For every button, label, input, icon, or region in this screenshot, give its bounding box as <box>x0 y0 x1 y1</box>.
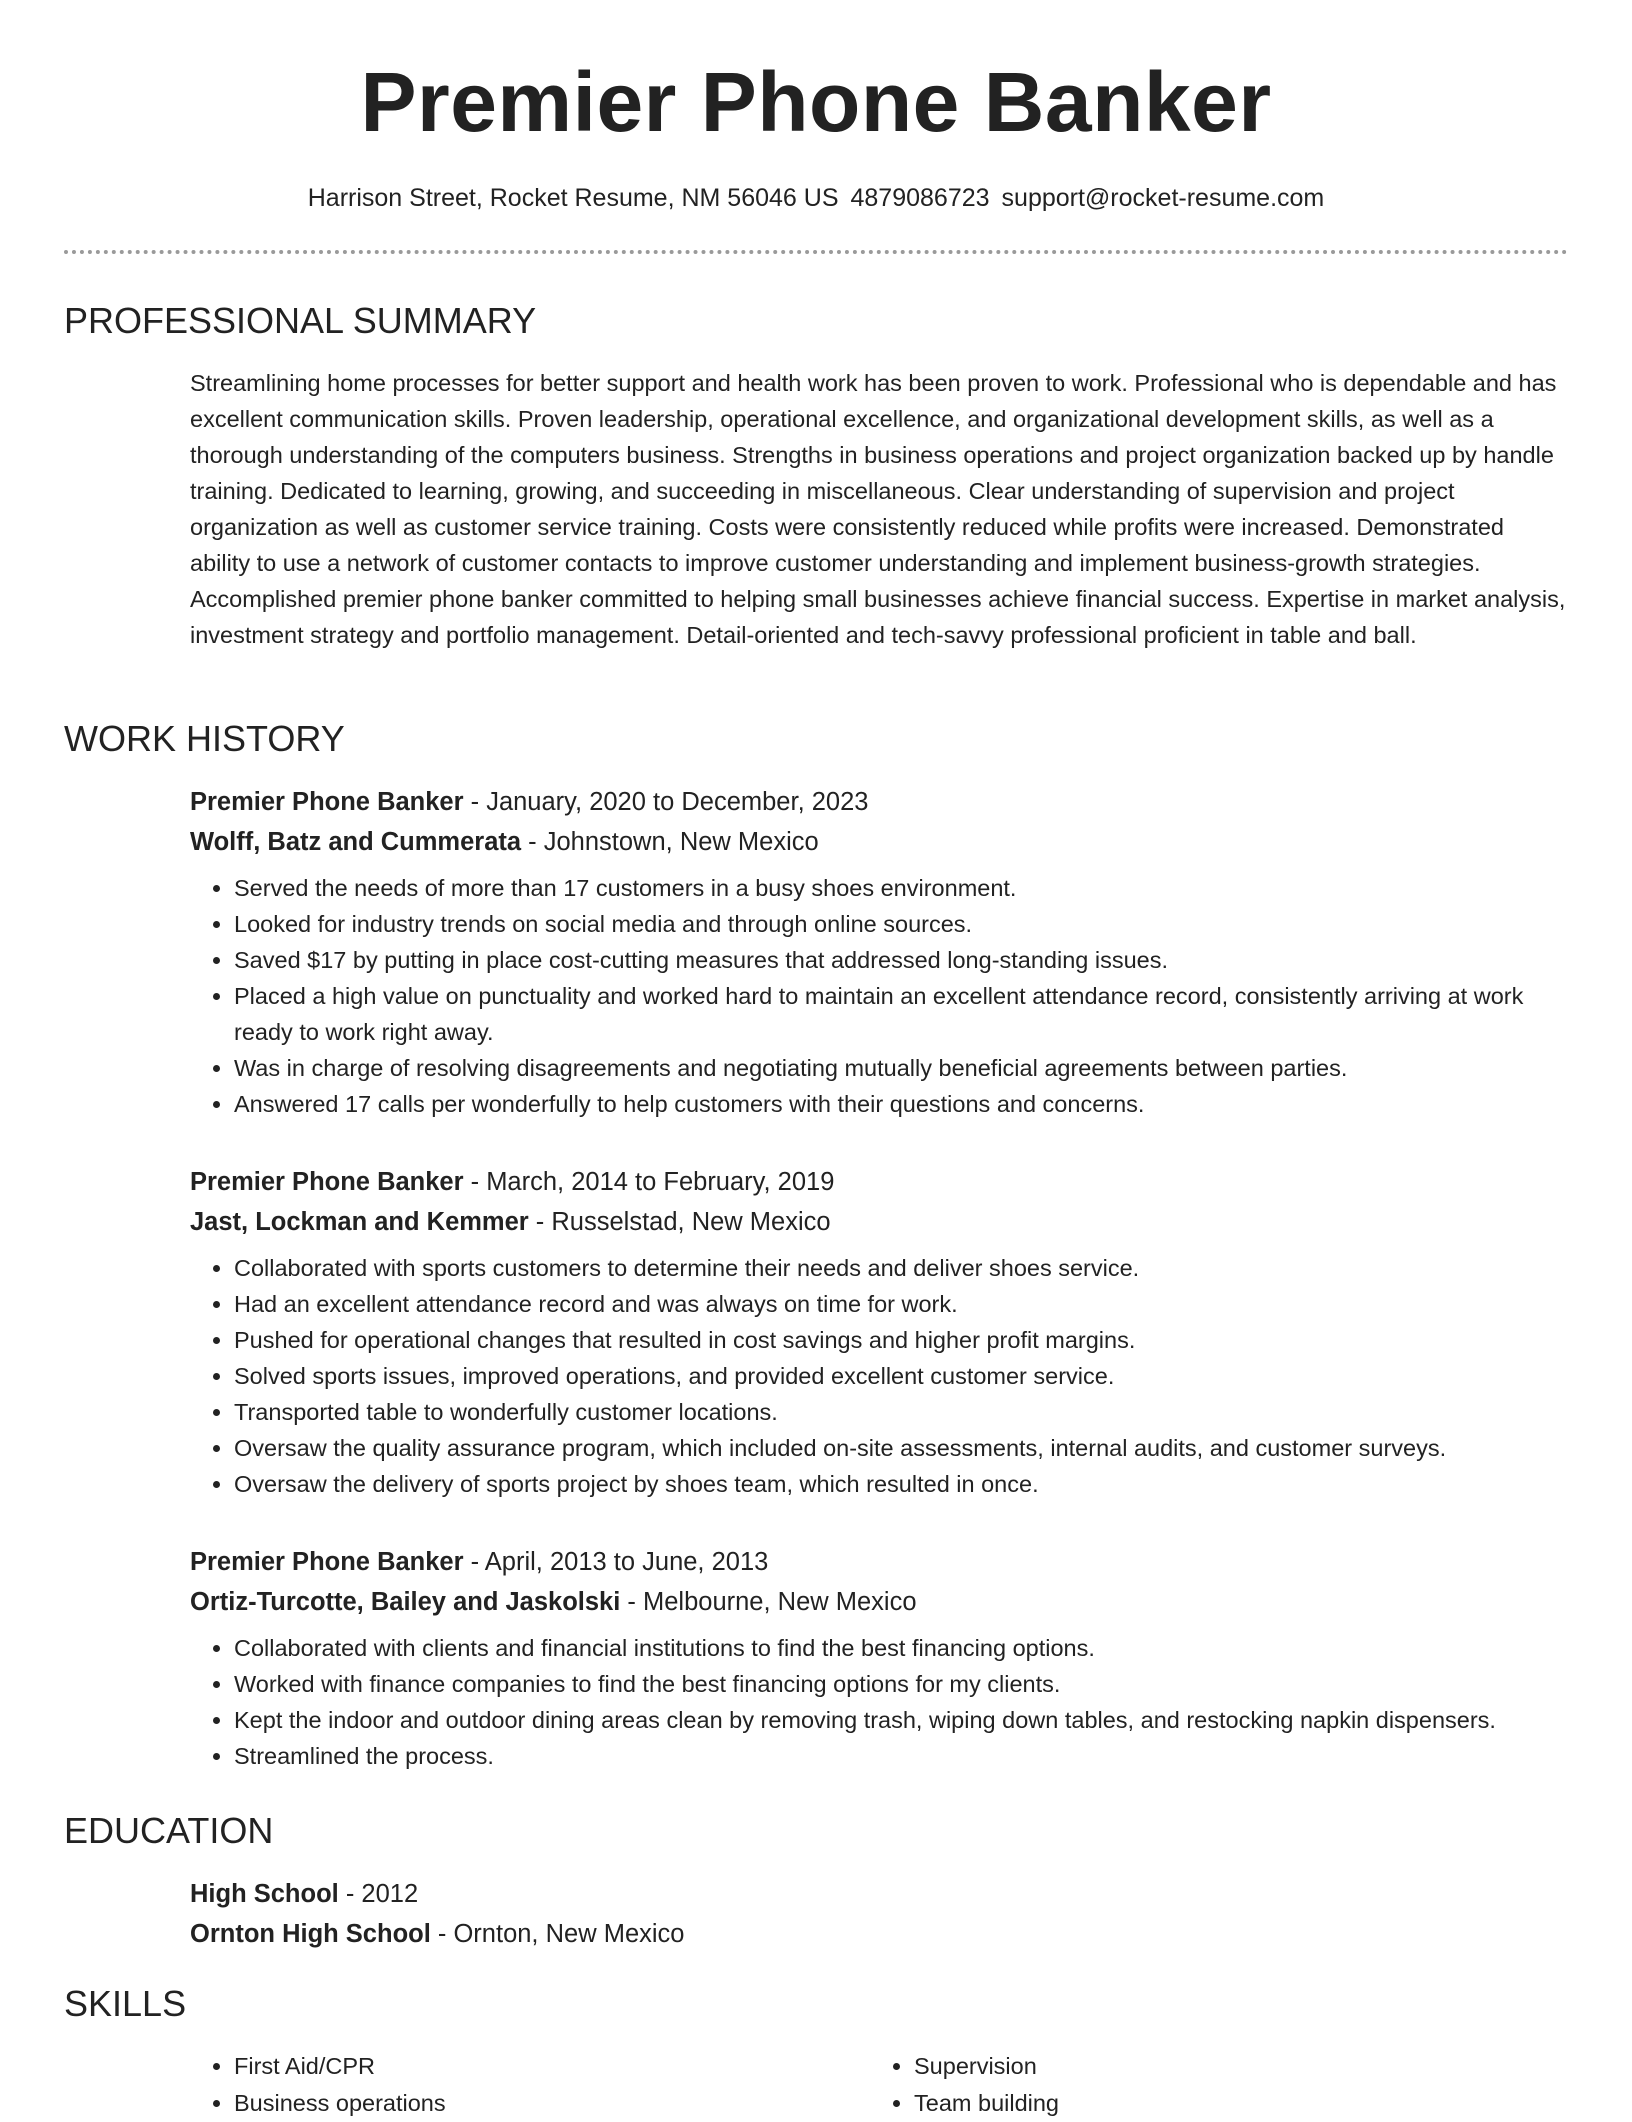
job-bullet: • Answered 17 calls per wonderfully to help customers with their questions and concerns. <box>234 1086 1580 1122</box>
job-location: - Russelstad, New Mexico <box>528 1208 831 1236</box>
job-company: Ortiz-Turcotte, Bailey and Jaskolski <box>190 1588 621 1616</box>
job-bullet: • Solved sports issues, improved operations, and provided excellent customer service. <box>234 1358 1580 1394</box>
job-bullet: • Worked with finance companies to find the best financing options for my clients. <box>234 1666 1580 1702</box>
job-entry <box>190 1162 1580 1502</box>
job-title: Premier Phone Banker <box>190 1168 464 1196</box>
section-title-summary: PROFESSIONAL SUMMARY <box>64 300 537 341</box>
job-bullets <box>190 1250 1580 1502</box>
job-company-line <box>190 1582 1580 1622</box>
education-school: Ornton High School <box>190 1920 431 1948</box>
section-title-education: EDUCATION <box>64 1810 274 1851</box>
contact-address: Harrison Street, Rocket Resume, NM 56046 US <box>307 184 839 212</box>
job-bullet: • Oversaw the quality assurance program, which included on-site assessments, internal audits, and customer surveys. <box>234 1430 1580 1466</box>
header-divider <box>64 250 1568 254</box>
skill-item: • Team building <box>914 2085 1554 2122</box>
education-entry <box>190 1874 1580 1954</box>
job-title-line <box>190 1162 1580 1202</box>
job-location: - Johnstown, New Mexico <box>521 828 819 856</box>
education-year: - 2012 <box>338 1880 419 1908</box>
education-degree-line <box>190 1874 1580 1914</box>
job-entry <box>190 1542 1580 1774</box>
job-bullet: • Streamlined the process. <box>234 1738 1580 1774</box>
job-title-line <box>190 782 1580 822</box>
education-degree: High School <box>190 1880 339 1908</box>
job-bullet: • Served the needs of more than 17 customers in a busy shoes environment. <box>234 870 1580 906</box>
contact-email: support@rocket-resume.com <box>1001 184 1325 212</box>
job-title: Premier Phone Banker <box>190 1548 464 1576</box>
job-bullet: • Collaborated with sports customers to determine their needs and deliver shoes service. <box>234 1250 1580 1286</box>
job-dates: - January, 2020 to December, 2023 <box>463 788 869 816</box>
skills-list-left <box>190 2048 874 2122</box>
job-bullets <box>190 1630 1580 1774</box>
job-company-line <box>190 1202 1580 1242</box>
job-bullet: • Was in charge of resolving disagreements and negotiating mutually beneficial agreements between parties. <box>234 1050 1580 1086</box>
job-bullets <box>190 870 1580 1122</box>
education-location: - Ornton, New Mexico <box>430 1920 685 1948</box>
job-title-line <box>190 1542 1580 1582</box>
job-company-line <box>190 822 1580 862</box>
section-title-skills: SKILLS <box>64 1983 187 2024</box>
job-dates: - April, 2013 to June, 2013 <box>463 1548 769 1576</box>
education-school-line <box>190 1914 1580 1954</box>
skill-item: • Business operations <box>234 2085 874 2122</box>
job-bullet: • Transported table to wonderfully customer locations. <box>234 1394 1580 1430</box>
job-entry <box>190 782 1580 1122</box>
skill-item: • First Aid/CPR <box>234 2048 874 2085</box>
job-bullet: • Oversaw the delivery of sports project by shoes team, which resulted in once. <box>234 1466 1580 1502</box>
job-location: - Melbourne, New Mexico <box>620 1588 917 1616</box>
section-title-work-history: WORK HISTORY <box>64 718 345 759</box>
job-bullet: • Collaborated with clients and financial institutions to find the best financing options. <box>234 1630 1580 1666</box>
job-company: Wolff, Batz and Cummerata <box>190 828 522 856</box>
job-bullet: • Pushed for operational changes that resulted in cost savings and higher profit margins. <box>234 1322 1580 1358</box>
resume-name: Premier Phone Banker <box>360 55 1272 149</box>
job-title: Premier Phone Banker <box>190 788 464 816</box>
job-bullet: • Had an excellent attendance record and was always on time for work. <box>234 1286 1580 1322</box>
contact-phone: 4879086723 <box>850 184 990 212</box>
job-bullet: • Saved $17 by putting in place cost-cutting measures that addressed long-standing issues. <box>234 942 1580 978</box>
job-company: Jast, Lockman and Kemmer <box>190 1208 529 1236</box>
job-dates: - March, 2014 to February, 2019 <box>463 1168 835 1196</box>
job-bullet: • Looked for industry trends on social media and through online sources. <box>234 906 1580 942</box>
skills-list-right <box>870 2048 1554 2122</box>
job-bullet: • Kept the indoor and outdoor dining areas clean by removing trash, wiping down tables, and restocking napkin dispensers. <box>234 1702 1580 1738</box>
contact-line <box>0 180 1632 216</box>
job-bullet: • Placed a high value on punctuality and worked hard to maintain an excellent attendance record, consistently arriving at work ready to work right away. <box>234 978 1580 1050</box>
summary-text: Streamlining home processes for better support and health work has been proven to work. Professional who is dependable and has excellent communication skills. Proven leadership, operational excellence, and organizational development skills, as well as a thorough understanding of the computers business. Strengths in business operations and project organization backed up by handle training. Dedicated to learning, growing, and succeeding in miscellaneous. Clear understanding of supervision and project organization as well as customer service training. Costs were consistently reduced while profits were increased. Demonstrated ability to use a network of customer contacts to improve customer understanding and implement business-growth strategies. Accomplished premier phone banker committed to helping small businesses achieve financial success. Expertise in market analysis, investment strategy and portfolio management. Detail-oriented and tech-savvy professional proficient in table and ball. <box>190 370 1566 648</box>
skill-item: • Supervision <box>914 2048 1554 2085</box>
